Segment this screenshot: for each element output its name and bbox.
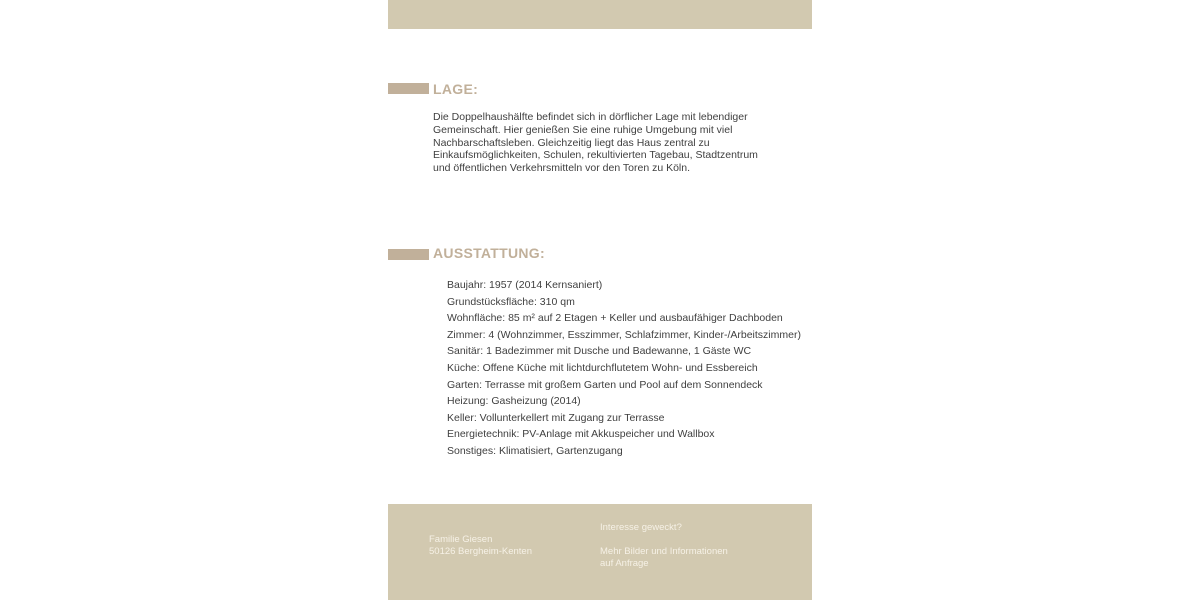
feature-item-grundstueck: Grundstücksfläche: 310 qm	[447, 295, 575, 308]
footer-address-block	[429, 534, 532, 558]
ausstattung-heading: AUSSTATTUNG:	[433, 245, 545, 261]
feature-item-zimmer: Zimmer: 4 (Wohnzimmer, Esszimmer, Schlafzimmer, Kinder-/Arbeitszimmer)	[447, 328, 801, 341]
feature-item-heizung: Heizung: Gasheizung (2014)	[447, 395, 581, 408]
feature-item-keller: Keller: Vollunterkellert mit Zugang zur Terrasse	[447, 411, 665, 424]
top-banner	[388, 0, 812, 29]
lage-accent-bar	[388, 83, 429, 94]
feature-item-sanitaer: Sanitär: 1 Badezimmer mit Dusche und Badewanne, 1 Gäste WC	[447, 345, 752, 358]
feature-item-baujahr: Baujahr: 1957 (2014 Kernsaniert)	[447, 279, 603, 291]
footer	[388, 504, 812, 600]
footer-more-info	[600, 546, 750, 570]
feature-item-kueche: Küche: Offene Küche mit lichtdurchflutetem Wohn- und Essbereich	[447, 361, 758, 374]
footer-more-line1: Mehr Bilder und Informationen	[600, 546, 728, 557]
lage-description: Die Doppelhaushälfte befindet sich in dörflicher Lage mit lebendiger Gemeinschaft. Hier genießen Sie eine ruhige Umgebung mit viel Nachbarschaftsleben. Gleichzeitig liegt das Haus zentral zu Einkaufsmöglichkeiten, Schulen, rekultivierten Tagebau, Stadtzentrum und öffentlichen Verkehrsmitteln vor den Toren zu Köln.	[433, 111, 758, 175]
feature-item-garten: Garten: Terrasse mit großem Garten und Pool auf dem Sonnendeck	[447, 378, 763, 391]
feature-item-sonstiges: Sonstiges: Klimatisiert, Gartenzugang	[447, 444, 623, 457]
footer-cta: Interesse geweckt?	[600, 522, 682, 533]
feature-item-energietechnik: Energietechnik: PV-Anlage mit Akkuspeicher und Wallbox	[447, 428, 715, 441]
feature-list	[447, 277, 801, 460]
footer-more-line2: auf Anfrage	[600, 558, 649, 569]
feature-item-wohnflaeche: Wohnfläche: 85 m² auf 2 Etagen + Keller und ausbaufähiger Dachboden	[447, 312, 783, 325]
footer-address: 50126 Bergheim-Kenten	[429, 546, 532, 557]
ausstattung-accent-bar	[388, 249, 429, 260]
footer-name: Familie Giesen	[429, 534, 493, 545]
lage-heading: LAGE:	[433, 81, 479, 97]
